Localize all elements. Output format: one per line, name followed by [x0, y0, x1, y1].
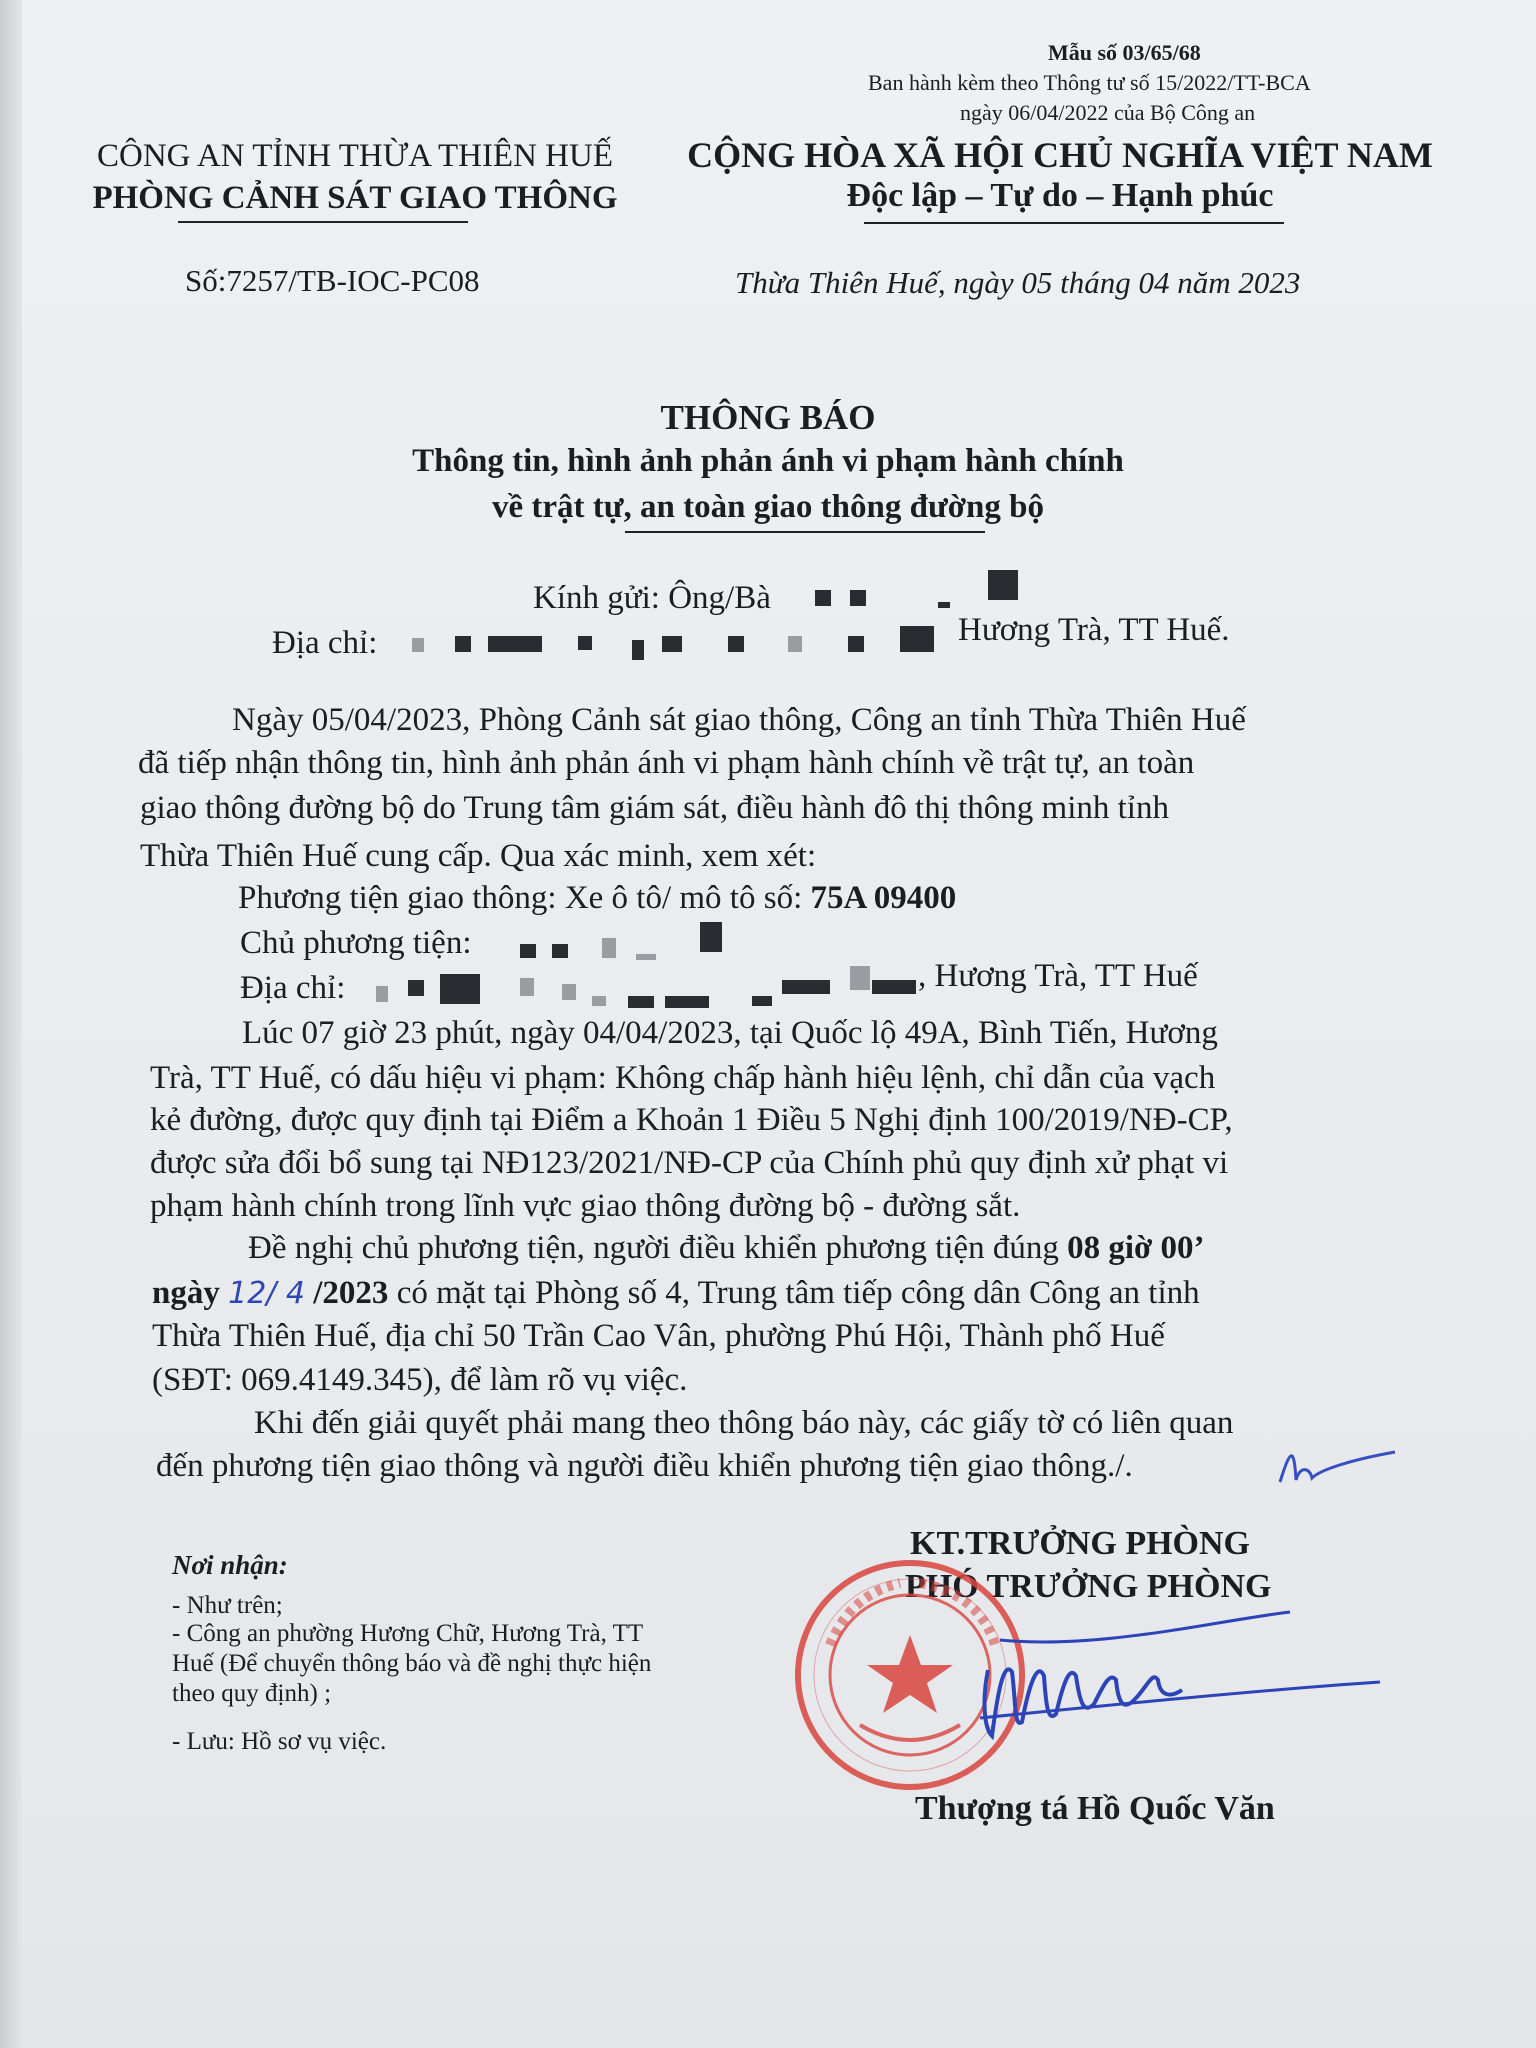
form-issued-line-2: ngày 06/04/2022 của Bộ Công an	[960, 100, 1256, 125]
redacted-name	[815, 590, 831, 606]
violation-line: Lúc 07 giờ 23 phút, ngày 04/04/2023, tại Quốc lộ 49A, Bình Tiến, Hương	[242, 1015, 1218, 1051]
subtitle-underline	[625, 531, 985, 533]
request-line	[152, 1275, 1200, 1312]
closing-line: Khi đến giải quyết phải mang theo thông báo này, các giấy tờ có liên quan	[254, 1405, 1234, 1441]
redacted-owner	[700, 922, 722, 952]
violation-line: phạm hành chính trong lĩnh vực giao thông đường bộ - đường sắt.	[150, 1188, 1021, 1224]
document-subtitle-line-1: Thông tin, hình ảnh phản ánh vi phạm hành chính	[412, 443, 1124, 479]
form-number: Mẫu số 03/65/68	[1048, 40, 1201, 65]
redacted-name	[938, 602, 950, 608]
redacted-owner-address	[592, 996, 606, 1006]
redacted-owner	[552, 944, 568, 958]
document-number: Số:7257/TB-IOC-PC08	[185, 263, 480, 298]
place-and-date: Thừa Thiên Huế, ngày 05 tháng 04 năm 2023	[735, 265, 1301, 300]
redacted-address	[848, 636, 864, 652]
country-name: CỘNG HÒA XÃ HỘI CHỦ NGHĨA VIỆT NAM	[687, 135, 1433, 175]
recipient-item: theo quy định) ;	[172, 1680, 332, 1707]
redacted-address	[578, 636, 592, 650]
recipient-label: Kính gửi: Ông/Bà	[533, 580, 771, 616]
appointment-time: 08 giờ 00’	[1067, 1230, 1205, 1266]
body-line: đã tiếp nhận thông tin, hình ảnh phản ánh vi phạm hành chính về trật tự, an toàn	[138, 745, 1195, 781]
recipient-item: Huế (Để chuyển thông báo và đề nghị thực hiện	[172, 1650, 652, 1677]
violation-line: Trà, TT Huế, có dấu hiệu vi phạm: Không chấp hành hiệu lệnh, chỉ dẫn của vạch	[150, 1060, 1216, 1096]
national-motto: Độc lập – Tự do – Hạnh phúc	[846, 177, 1274, 214]
redacted-owner-address	[752, 996, 772, 1006]
handwritten-signature	[960, 1610, 1390, 1750]
violation-line: kẻ đường, được quy định tại Điểm a Khoản 1 Điều 5 Nghị định 100/2019/NĐ-CP,	[150, 1102, 1233, 1138]
violation-line: được sửa đổi bổ sung tại NĐ123/2021/NĐ-CP của Chính phủ quy định xử phạt vi	[150, 1145, 1229, 1181]
request-line	[248, 1230, 1205, 1267]
redacted-owner	[636, 954, 656, 960]
redacted-address	[662, 636, 682, 652]
request-text: có mặt tại Phòng số 4, Trung tâm tiếp công dân Công an tỉnh	[388, 1275, 1200, 1311]
recipient-item: - Lưu: Hồ sơ vụ việc.	[172, 1728, 387, 1755]
redacted-address	[900, 626, 934, 652]
license-plate: 75A 09400	[810, 880, 957, 916]
redacted-owner-address	[408, 980, 424, 996]
redacted-owner-address	[440, 974, 480, 1004]
body-line: Ngày 05/04/2023, Phòng Cảnh sát giao thông, Công an tỉnh Thừa Thiên Huế	[232, 702, 1246, 738]
redacted-owner	[520, 944, 536, 958]
owner-address-tail: , Hương Trà, TT Huế	[918, 958, 1198, 994]
redacted-owner-address	[520, 978, 534, 996]
recipients-heading: Nơi nhận:	[172, 1550, 288, 1580]
closing-line: đến phương tiện giao thông và người điều khiển phương tiện giao thông./.	[156, 1448, 1133, 1484]
document-subtitle-line-2: về trật tự, an toàn giao thông đường bộ	[491, 489, 1044, 525]
redacted-owner-address	[376, 986, 388, 1002]
handwritten-initial-mark	[1260, 1440, 1400, 1500]
page-edge-shadow	[0, 0, 22, 2048]
request-line: Thừa Thiên Huế, địa chỉ 50 Trần Cao Vân, phường Phú Hội, Thành phố Huế	[152, 1318, 1165, 1354]
issuing-agency: CÔNG AN TỈNH THỪA THIÊN HUẾ	[96, 138, 613, 174]
signing-position: PHÓ TRƯỞNG PHÒNG	[905, 1568, 1272, 1605]
redacted-address	[455, 636, 471, 652]
redacted-owner-address	[850, 966, 870, 990]
redacted-name	[850, 590, 866, 606]
issuing-department: PHÒNG CẢNH SÁT GIAO THÔNG	[92, 180, 618, 216]
appointment-year: /2023	[313, 1275, 389, 1311]
recipient-address-label: Địa chỉ:	[272, 625, 378, 661]
redacted-name	[988, 570, 1018, 600]
appointment-day-label: ngày	[152, 1275, 220, 1311]
recipient-item: - Công an phường Hương Chữ, Hương Trà, TT	[172, 1620, 644, 1647]
redacted-owner-address	[665, 996, 709, 1008]
redacted-address	[788, 636, 802, 652]
redacted-owner-address	[782, 980, 830, 994]
owner-label: Chủ phương tiện:	[240, 925, 472, 961]
redacted-owner	[602, 938, 616, 958]
document-title: THÔNG BÁO	[660, 398, 876, 437]
redacted-address	[488, 636, 542, 652]
owner-address-label: Địa chỉ:	[240, 970, 346, 1006]
redacted-address	[632, 640, 644, 660]
redacted-address	[412, 638, 424, 652]
request-line: (SĐT: 069.4149.345), để làm rõ vụ việc.	[152, 1362, 688, 1398]
recipient-address-tail: Hương Trà, TT Huế.	[958, 612, 1230, 648]
body-line: Thừa Thiên Huế cung cấp. Qua xác minh, xem xét:	[140, 838, 817, 874]
department-underline	[178, 221, 468, 223]
vehicle-line	[238, 880, 956, 917]
request-text: Đề nghị chủ phương tiện, người điều khiển phương tiện đúng	[248, 1230, 1068, 1266]
redacted-owner-address	[628, 996, 654, 1008]
form-issued-line-1: Ban hành kèm theo Thông tư số 15/2022/TT-BCA	[868, 70, 1311, 95]
handwritten-date: 12/ 4	[228, 1276, 306, 1311]
signer-name: Thượng tá Hồ Quốc Văn	[915, 1790, 1275, 1827]
redacted-owner-address	[872, 980, 916, 994]
recipient-item: - Như trên;	[172, 1592, 283, 1619]
motto-underline	[864, 222, 1284, 224]
redacted-address	[728, 636, 744, 652]
body-line: giao thông đường bộ do Trung tâm giám sát, điều hành đô thị thông minh tỉnh	[140, 790, 1169, 826]
vehicle-label: Phương tiện giao thông: Xe ô tô/ mô tô số:	[238, 880, 811, 916]
redacted-owner-address	[562, 984, 576, 1000]
signing-title: KT.TRƯỞNG PHÒNG	[910, 1525, 1250, 1562]
